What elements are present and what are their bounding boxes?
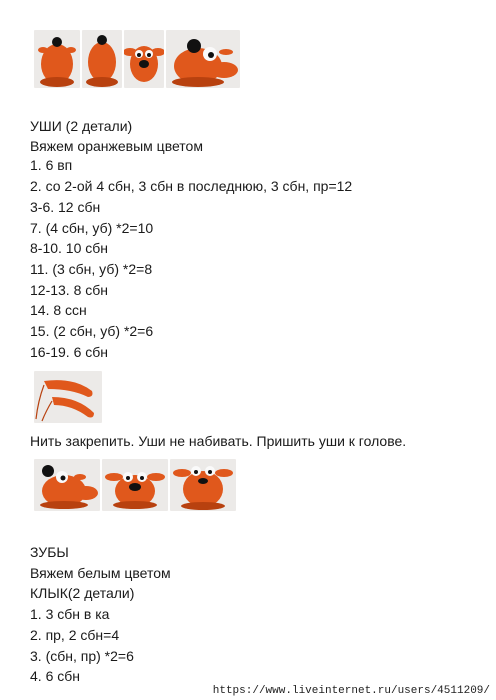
ears-color-note: Вяжем оранжевым цветом	[30, 138, 203, 154]
photo-head-side	[166, 30, 240, 88]
ears-title: УШИ (2 детали)	[30, 118, 133, 134]
head-with-ears-side-image	[34, 459, 100, 511]
ears-row: 1. 6 вп	[30, 157, 73, 173]
source-url: https://www.liveinternet.ru/users/4511209/	[212, 685, 490, 697]
teeth-title: ЗУБЫ	[30, 544, 69, 560]
photo-head-back	[82, 30, 122, 88]
ears-row: 8-10. 10 сбн	[30, 240, 109, 256]
fang-title: КЛЫК(2 детали)	[30, 585, 135, 601]
head-ears-image	[124, 30, 164, 88]
ears-row: 3-6. 12 сбн	[30, 199, 101, 215]
middle-photo-strip	[34, 459, 236, 511]
ear-pieces-image	[34, 371, 102, 423]
teeth-row: 1. 3 сбн в ка	[30, 606, 110, 622]
teeth-row: 2. пр, 2 сбн=4	[30, 627, 120, 643]
ears-row: 12-13. 8 сбн	[30, 282, 109, 298]
teeth-color-note: Вяжем белым цветом	[30, 565, 171, 581]
teeth-row: 4. 6 сбн	[30, 668, 80, 684]
photo-head-with-ears-side	[34, 459, 100, 511]
photo-head-front	[34, 30, 80, 88]
top-photo-strip	[34, 30, 240, 88]
ears-finish-note: Нить закрепить. Уши не набивать. Пришить уши к голове.	[30, 433, 407, 449]
ears-row: 7. (4 сбн, уб) *2=10	[30, 220, 154, 236]
photo-head-with-ears-front	[102, 459, 168, 511]
ears-row: 16-19. 6 сбн	[30, 344, 109, 360]
head-with-ears-top-image	[170, 459, 236, 511]
ears-row: 15. (2 сбн, уб) *2=6	[30, 323, 154, 339]
photo-head-ears	[124, 30, 164, 88]
photo-head-with-ears-top	[170, 459, 236, 511]
head-side-image	[166, 30, 240, 88]
ears-row: 11. (3 сбн, уб) *2=8	[30, 261, 153, 277]
teeth-row: 3. (сбн, пр) *2=6	[30, 648, 134, 664]
ears-row: 14. 8 ссн	[30, 302, 87, 318]
head-front-image	[34, 30, 80, 88]
photo-ear-pieces	[34, 371, 102, 423]
ears-row: 2. со 2-ой 4 сбн, 3 сбн в последнюю, 3 сбн, пр=12	[30, 178, 353, 194]
head-with-ears-front-image	[102, 459, 168, 511]
head-back-image	[82, 30, 122, 88]
